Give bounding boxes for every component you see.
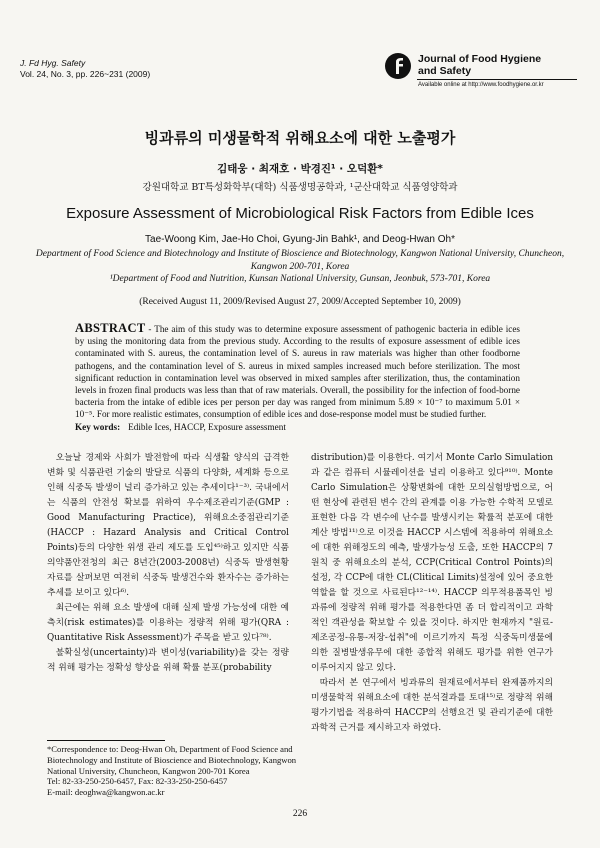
keywords-label: Key words: (75, 422, 121, 432)
abstract-heading: ABSTRACT (75, 321, 146, 335)
korean-affiliation: 강원대학교 BT특성화학부(대학) 식품생명공학과, ¹군산대학교 식품영양학과 (142, 182, 458, 193)
english-title: Exposure Assessment of Microbiological Risk Factors from Edible Ices (66, 205, 534, 222)
abstract-body: - The aim of this study was to determine exposure assessment of pathogenic bacteria in edible ices by using the monitoring data from the previous study. According to the results of exposure assessment of edible ices contaminated with S. aureus, the contamination level of S. aureus in raw materials was higher than other foodborne pathogens, and the contamination level of S. aureus in mixed samples increased much before sterilization. The most significant reduction in contamination level was observed in mixed samples after sterilization, thus, the contamination levels in frozen final products was less than that of raw materials. Overall, the possibility for the infection of food-borne bacteria from the intake of edible ices per person per day was ranged from minimum 5.89 × 10⁻⁷ to maximum 5.01 × 10⁻⁵. For more realistic estimates, consumption of edible ices and dose-response model must be studied further. (75, 324, 520, 420)
journal-logo-rule (417, 79, 577, 80)
english-authors: Tae-Woong Kim, Jae-Ho Choi, Gyung-Jin Bahk¹, and Deog-Hwan Oh* (145, 234, 455, 245)
body-paragraph: 최근에는 위해 요소 발생에 대해 실제 발생 가능성에 대한 예측치(risk estimates)를 이용하는 정량적 위해 평가(QRA : Quantitative Risk Assessment)가 주목을 받고 있다⁷⁸⁾. (47, 603, 289, 643)
journal-logo-title-line2: and Safety (418, 65, 472, 77)
abstract (75, 322, 520, 421)
page-number: 226 (292, 809, 308, 819)
keywords-value: Edible Ices, HACCP, Exposure assessment (128, 422, 286, 432)
english-affiliation (30, 248, 570, 286)
body-paragraph: 불확실성(uncertainty)과 변이성(variability)을 갖는 정량적 위해 평가는 정확성 향상을 위해 확률 분포(probability (47, 648, 289, 673)
keywords (75, 422, 520, 432)
journal-logo-url: Available online at http://www.foodhygiene.or.kr (418, 82, 544, 88)
english-affiliation-1: Department of Food Science and Biotechnology and Institute of Bioscience and Biotechnology, Kangwon National University, Chuncheon, Kangwon 200-701, Korea (35, 249, 565, 272)
journal-logo-title-line1: Journal of Food Hygiene (418, 53, 542, 65)
footnote-rule (47, 740, 165, 741)
correspondence-footnote (47, 744, 297, 798)
body-paragraph: 오늘날 경제와 사회가 발전함에 따라 식생활 양식의 급격한 변화 및 식품관련 기술의 발달로 식품의 다양화, 세계화 등으로 인해 식중독 발생이 널리 증가하고 있는 추세이다¹⁻³⁾. 국내에서는 식품의 안전성 확보를 위하여 우수제조관리기준(GMP : Good Manufacturing Practice), 위해요소중점관리기준(HACCP : Hazard Analysis and Critical Control Points)등의 다양한 위생 관리 제도를 도입⁴⁵⁾하고 있지만 식품의약품안전청의 최근 8년간(2003-2008년) 식중독 발생현황 자료를 살펴보면 여전히 식중독 발생건수와 환자수는 증가하는 추세를 보이고 있다⁶⁾. (47, 453, 289, 598)
journal-volume: Vol. 24, No. 3, pp. 226~231 (2009) (20, 69, 151, 79)
journal-logo (384, 52, 584, 102)
footnote-line: *Correspondence to: Deog-Hwan Oh, Department of Food Science and Biotechnology and Institute of Bioscience and Biotechnology, Kangwon National University, Chuncheon, Kangwon 200-701 Korea (47, 744, 297, 776)
korean-authors: 김태웅 · 최재호 · 박경진¹ · 오덕환* (217, 163, 383, 175)
body-paragraph: distribution)를 이용한다. 여기서 Monte Carlo Simulation과 같은 컴퓨터 시뮬레이션을 널리 이용하고 있다⁹¹⁰⁾. Monte Carlo Simulation은 상황변화에 대한 모의실험방법으로, 어떤 현상에 관련된 변수 간의 관계를 이용 가능한 수학적 모델로 표현한 다음 각 변수에 난수를 발생시키는 확률적 분포에 대한 계산 방법¹¹⁾으로 이것을 HACCP 시스템에 적용하여 위해요소에 대한 위해정도의 예측, 발생가능성 도출, 또한 HACCP의 7원칙 중 위해요소의 분석, CCP(Critical Control Points)의 설정, 각 CCP에 대한 CL(Clitical Limits)설정에 있어 중요한 역할을 할 것으로 사료된다¹²⁻¹⁴⁾. HACCP 의무적용품목인 빙과류에 정량적 위해 평가를 적용한다면 좀 더 합리적이고 과학적인 객관성을 확보할 수 있을 것이다. 하지만 현재까지 "원료-제조공정-유통-저장-섭취"에 이르기까지 특정 식중독미생물에 의한 질병발생유무에 대한 종합적 위해도 평가를 위한 연구가 이루어지지 않고 있다. (311, 453, 553, 673)
received-dates: (Received August 11, 2009/Revised August 27, 2009/Accepted September 10, 2009) (139, 297, 461, 307)
english-affiliation-2: ¹Department of Food and Nutrition, Kunsan National University, Gunsan, Jeonbuk, 573-701, Korea (109, 274, 491, 284)
korean-title: 빙과류의 미생물학적 위해요소에 대한 노출평가 (144, 129, 456, 147)
journal-info (20, 58, 150, 80)
journal-logo-icon (384, 52, 412, 80)
journal-short-name: J. Fd Hyg. Safety (20, 58, 86, 68)
body-left-column (47, 451, 289, 676)
footnote-email: E-mail: deoghwa@kangwon.ac.kr (47, 787, 165, 798)
body-paragraph: 따라서 본 연구에서 빙과류의 원재료에서부터 완제품까지의 미생물학적 위해요소에 대한 분석결과를 토대¹⁵⁾로 정량적 위해 평가기법을 적용하여 HACCP의 선행요건 및 관리기준에 대한 과학적 근거를 제시하고자 하였다. (311, 678, 553, 733)
footnote-line: Tel: 82-33-250-250-6457, Fax: 82-33-250-250-6457 (47, 776, 228, 787)
body-right-column (311, 451, 553, 736)
journal-logo-title (418, 53, 541, 77)
